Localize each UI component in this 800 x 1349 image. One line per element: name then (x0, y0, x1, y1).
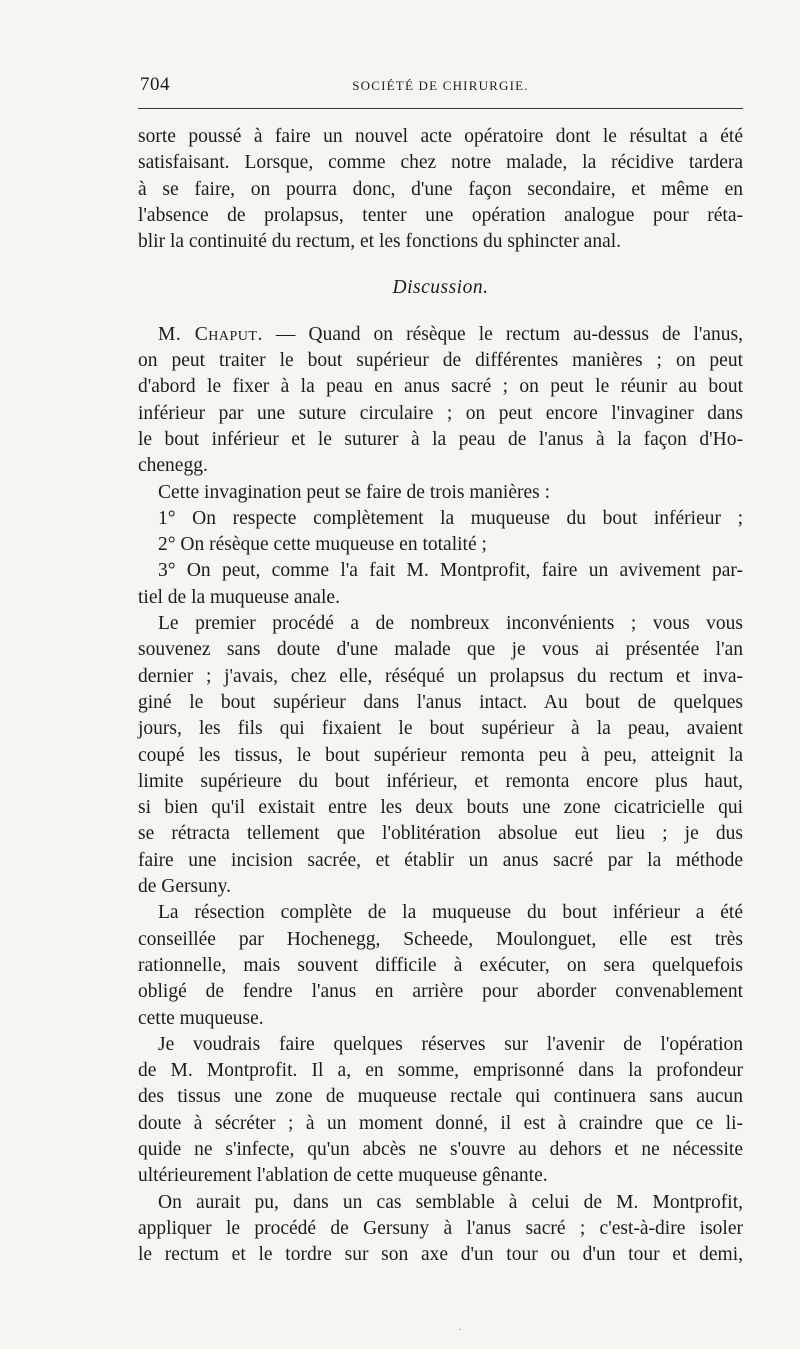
text-line: ultérieurement l'ablation de cette muqueuse gênante. (138, 1165, 548, 1187)
text-line: d'abord le fixer à la peau en anus sacré ; on peut le réunir au bout (138, 376, 743, 398)
text-line: rationnelle, mais souvent difficile à exécuter, on sera quelquefois (138, 954, 743, 976)
speaker-name: M. Chaput. (158, 323, 263, 345)
text-line: l'absence de prolapsus, tenter une opération analogue pour réta- (138, 204, 743, 226)
text-line: conseillée par Hochenegg, Scheede, Moulonguet, elle est très (138, 928, 743, 950)
text-line: de M. Montprofit. Il a, en somme, emprisonné dans la profondeur (138, 1060, 743, 1082)
text-line: appliquer le procédé de Gersuny à l'anus sacré ; c'est-à-dire isoler (138, 1217, 743, 1239)
list-item: 1° On respecte complètement la muqueuse du bout inférieur ; (158, 507, 743, 529)
text-line: chenegg. (138, 455, 208, 477)
page-number: 704 (140, 74, 170, 95)
text-line: se rétracta tellement que l'oblitération absolue eut lieu ; je dus (138, 823, 743, 845)
text-line: cette muqueuse. (138, 1007, 264, 1029)
text-line: tiel de la muqueuse anale. (138, 586, 340, 608)
text-line: blir la continuité du rectum, et les fonctions du sphincter anal. (138, 231, 622, 253)
text-line: doute à sécréter ; à un moment donné, il est à craindre que ce li- (138, 1112, 743, 1134)
text-line: On aurait pu, dans un cas semblable à celui de M. Montprofit, (158, 1191, 743, 1213)
text-line: obligé de fendre l'anus en arrière pour aborder convenablement (138, 981, 743, 1003)
text-line: limite supérieure du bout inférieur, et remonta encore plus haut, (138, 770, 743, 792)
text-line: faire une incision sacrée, et établir un anus sacré par la méthode (138, 849, 743, 871)
header-rule (138, 108, 743, 109)
text-line: coupé les tissus, le bout supérieur remonta peu à peu, atteignit la (138, 744, 743, 766)
print-speck: · (458, 1325, 462, 1336)
speaker-line (138, 322, 743, 348)
text-line: le bout inférieur et le suturer à la peau de l'anus à la façon d'Ho- (138, 428, 743, 450)
text-line: satisfaisant. Lorsque, comme chez notre malade, la récidive tardera (138, 152, 743, 174)
text-line: dernier ; j'avais, chez elle, réséqué un prolapsus du rectum et inva- (138, 665, 743, 687)
list-item: 3° On peut, comme l'a fait M. Montprofit, faire un avivement par- (158, 560, 743, 582)
text-line: La résection complète de la muqueuse du bout inférieur a été (158, 902, 743, 924)
running-title: SOCIÉTÉ DE CHIRURGIE. (352, 78, 529, 93)
text-line: de Gersuny. (138, 876, 231, 898)
text-line: on peut traiter le bout supérieur de différentes manières ; on peut (138, 350, 743, 372)
running-head (138, 74, 743, 100)
text-line: Le premier procédé a de nombreux inconvénients ; vous vous (158, 613, 743, 635)
text-line: si bien qu'il existait entre les deux bouts une zone cicatricielle qui (138, 797, 743, 819)
text-line: sorte poussé à faire un nouvel acte opératoire dont le résultat a été (138, 126, 743, 147)
text-line: des tissus une zone de muqueuse rectale qui continuera sans aucun (138, 1086, 743, 1108)
speaker-text: — Quand on résèque le rectum au-dessus de l'anus, (275, 323, 744, 345)
text-line: jours, les fils qui fixaient le bout supérieur à la peau, avaient (138, 718, 743, 740)
text-line: giné le bout supérieur dans l'anus intact. Au bout de quelques (138, 691, 743, 713)
body-text (138, 124, 743, 1268)
text-line: le rectum et le tordre sur son axe d'un tour ou d'un tour et demi, (138, 1244, 743, 1266)
text-line: inférieur par une suture circulaire ; on peut encore l'invaginer dans (138, 402, 743, 424)
text-line: quide ne s'infecte, qu'un abcès ne s'ouvre au dehors et ne nécessite (138, 1138, 743, 1160)
text-line: Cette invagination peut se faire de trois manières : (158, 481, 551, 503)
list-item: 2° On résèque cette muqueuse en totalité ; (158, 534, 487, 556)
section-title: Discussion. (392, 277, 489, 299)
text-line: Je voudrais faire quelques réserves sur l'avenir de l'opération (158, 1033, 743, 1055)
text-line: souvenez sans doute d'une malade que je vous ai présentée l'an (138, 639, 743, 661)
text-line: à se faire, on pourra donc, d'une façon secondaire, et même en (138, 178, 743, 200)
